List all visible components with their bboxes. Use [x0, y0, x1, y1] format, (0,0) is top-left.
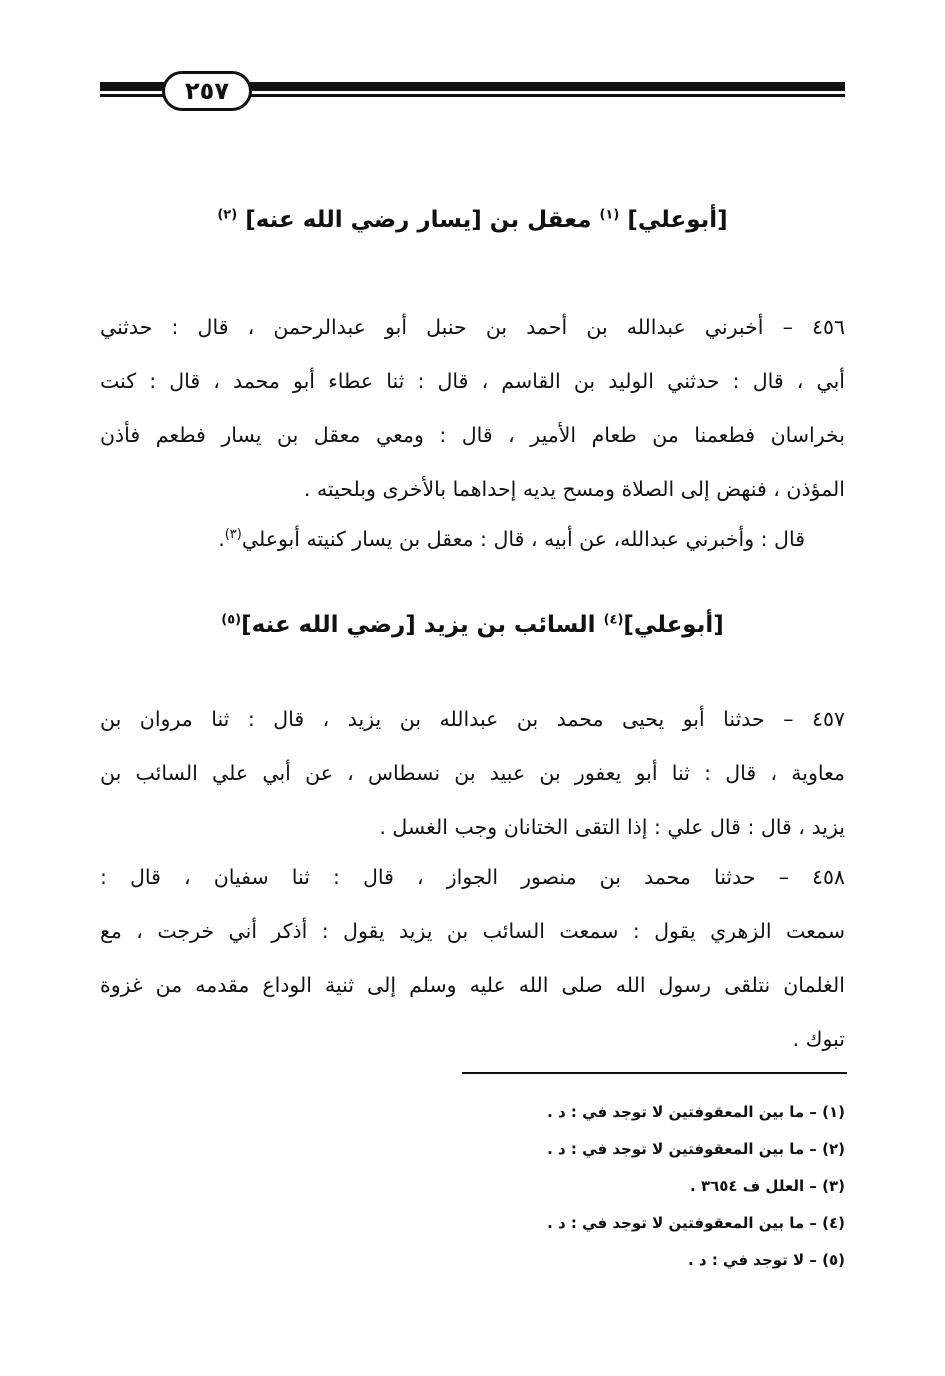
text-line: ٤٥٧ – حدثنا أبو يحيى محمد بن عبدالله بن يزيد ، قال : ثنا مروان بن: [100, 707, 845, 731]
text-line: سمعت الزهري يقول : سمعت السائب بن يزيد يقول : أذكر أني خرجت ، مع: [100, 919, 845, 943]
page-number: ٢٥٧: [162, 71, 252, 111]
text-line: ٤٥٦ – أخبرني عبدالله بن أحمد بن حنبل أبو عبدالرحمن ، قال : حدثني: [100, 315, 845, 339]
text-line: يزيد ، قال : قال علي : إذا التقى الختانان وجب الغسل .: [379, 815, 845, 839]
heading-text: [أبوعلي]: [627, 207, 728, 233]
footnote-separator: [462, 1072, 847, 1074]
footnote-ref[interactable]: (٥): [221, 612, 242, 628]
text-line: قال : وأخبرني عبدالله، عن أبيه ، قال : معقل بن يسار كنيته أبوعلي: [241, 527, 805, 551]
footnote-item: (١) – ما بين المعقوفتين لا توجد في : د .: [547, 1103, 845, 1121]
heading-text: [أبوعلي]: [623, 612, 724, 638]
footnote-item: (٤) – ما بين المعقوفتين لا توجد في : د .: [547, 1214, 845, 1232]
heading-text: معقل بن [يسار رضي الله عنه]: [245, 207, 592, 233]
text-line: أبي ، قال : حدثني الوليد بن القاسم ، قال : ثنا عطاء أبو محمد ، قال : كنت: [100, 369, 845, 393]
footnote-ref[interactable]: (٣): [224, 527, 242, 543]
hadith-457: [100, 692, 845, 854]
heading-text: السائب بن يزيد [رضي الله عنه]: [241, 612, 596, 638]
section-heading-maqil: [100, 200, 845, 240]
hadith-456: [100, 300, 845, 516]
footnote-item: (٢) – ما بين المعقوفتين لا توجد في : د .: [547, 1140, 845, 1158]
text-line: معاوية ، قال : ثنا أبو يعفور بن عبيد بن نسطاس ، عن أبي علي السائب بن: [100, 761, 845, 785]
text-line: المؤذن ، فنهض إلى الصلاة ومسح يديه إحداهما بالأخرى وبلحيته .: [303, 477, 845, 501]
sentence-end: .: [218, 527, 225, 551]
hadith-456-kunya-note: [100, 512, 845, 566]
hadith-458: [100, 850, 845, 1066]
text-line: الغلمان نتلقى رسول الله صلى الله عليه وسلم إلى ثنية الوداع مقدمه من غزوة: [100, 973, 845, 997]
footnote-ref[interactable]: (٢): [217, 207, 238, 223]
section-heading-saib: [100, 605, 845, 645]
footnote-item: (٥) – لا توجد في : د .: [688, 1251, 845, 1269]
footnote-ref[interactable]: (١): [599, 207, 620, 223]
footnotes: [360, 1094, 845, 1279]
text-line: ٤٥٨ – حدثنا محمد بن منصور الجواز ، قال : ثنا سفيان ، قال :: [100, 865, 845, 889]
footnote-item: (٣) – العلل ف ٣٦٥٤ .: [690, 1177, 845, 1195]
text-line: تبوك .: [792, 1027, 845, 1051]
text-line: بخراسان فطعمنا من طعام الأمير ، قال : ومعي معقل بن يسار فطعم فأذن: [100, 423, 845, 447]
footnote-ref[interactable]: (٤): [603, 612, 624, 628]
